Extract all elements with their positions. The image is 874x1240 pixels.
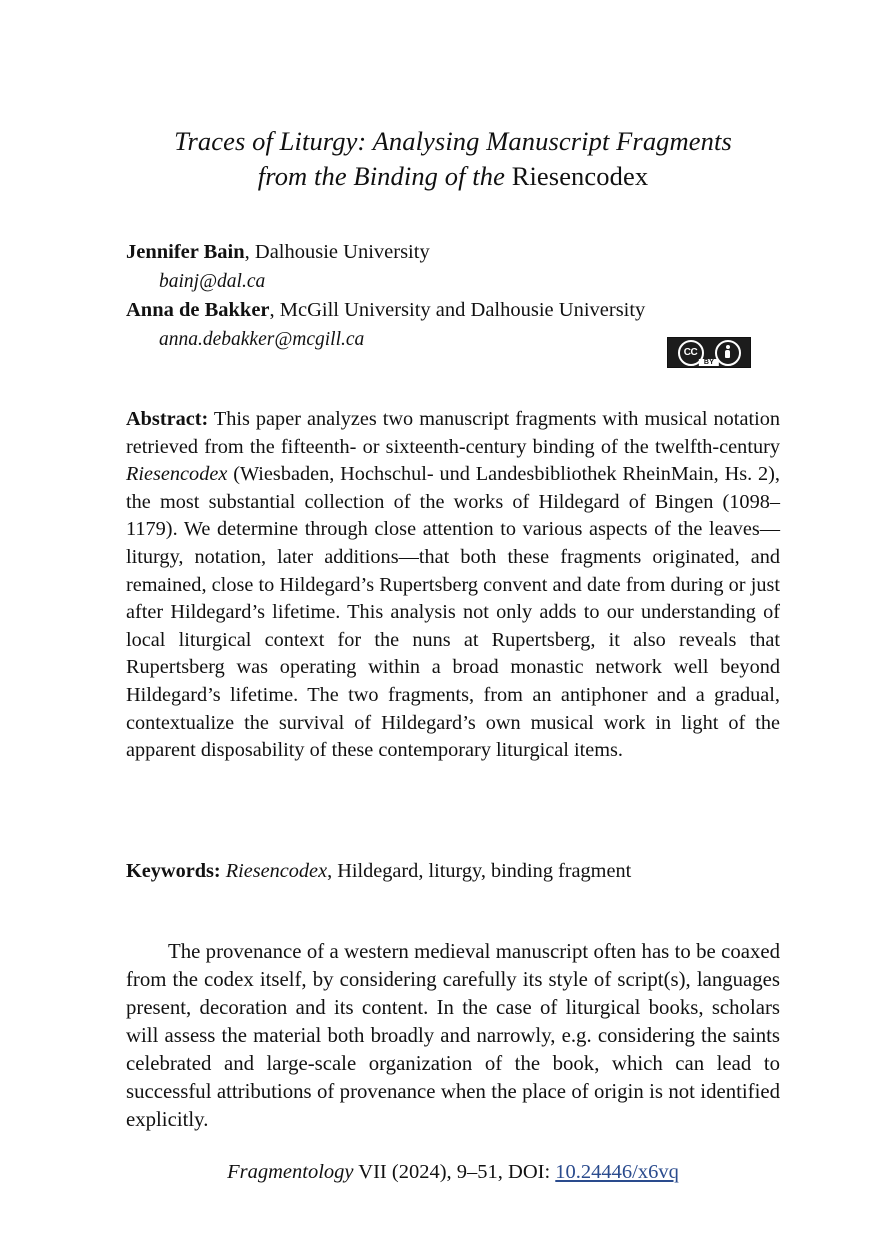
author-line-2 [126,296,780,325]
journal-name: Fragmentology [227,1161,354,1183]
keywords-line [126,858,780,886]
author-affiliation-2: , McGill University and Dalhousie University [269,299,646,321]
author-affiliation-1: , Dalhousie University [244,241,430,263]
author-name-1: Jennifer Bain [126,241,245,263]
footer-citation [126,1158,780,1186]
title-line-1: Traces of Liturgy: Analysing Manuscript Fragments [174,126,732,156]
abstract-paragraph [126,406,780,765]
keywords-rest: , Hildegard, liturgy, binding fragment [327,860,632,882]
title-line-2-roman: Riesencodex [511,161,649,191]
doi-link[interactable]: 10.24446/x6vq [555,1161,679,1183]
cc-by-label: BY [699,359,719,366]
person-head-shape [726,345,730,349]
keywords-label: Keywords: [126,860,221,882]
author-name-2: Anna de Bakker [126,299,270,321]
cc-logo-label: CC [683,346,698,358]
title-line-2 [126,159,780,194]
title-line-2-italic: from the Binding of the [257,161,512,191]
abstract-text-part-1: This paper analyzes two manuscript fragments with musical notation retrieved from the fifteenth- or sixteenth-century binding of the twelfth-century [126,408,780,458]
author-email-1[interactable]: bainj@dal.ca [159,271,266,292]
abstract-label: Abstract: [126,408,209,430]
body-paragraph-1: The provenance of a western medieval manuscript often has to be coaxed from the codex itself, by considering carefully its style of script(s), languages present, decoration and its content. In the case of liturgical books, scholars will assess the material both broadly and narrowly, e.g. considering the saints celebrated and large-scale organization of the book, which can lead to successful attributions of provenance when the place of origin is not identified explicitly. [126,940,780,1131]
abstract-italic-term: Riesencodex [126,463,228,486]
abstract-text-part-2: (Wiesbaden, Hochschul- und Landesbibliothek RheinMain, Hs. 2), the most substantial collection of the works of Hildegard of Bingen (1098–1179). We determine through close attention to various aspects of the leaves—liturgy, notation, later additions—that both these fragments originated, and remained, close to Hildegard’s Rupertsberg convent and date from during or just after Hildegard’s lifetime. This analysis not only adds to our understanding of local liturgical context for the nuns at Rupertsberg, it also reveals that Rupertsberg was operating within a broad monastic network well beyond Hildegard’s lifetime. The two fragments, from an antiphoner and a gradual, contextualize the survival of Hildegard’s own musical work in light of the apparent disposability of these contemporary liturgical items. [126,463,780,762]
keyword-italic-term: Riesencodex [225,860,328,882]
author-line-1 [126,238,780,267]
page-title [126,124,780,194]
person-body-shape [725,350,730,358]
authors-block [126,238,780,366]
author-email-2[interactable]: anna.debakker@mcgill.ca [159,329,365,350]
creative-commons-by-badge-icon[interactable] [667,337,751,368]
citation-details: VII (2024), 9–51, DOI: [353,1161,556,1183]
